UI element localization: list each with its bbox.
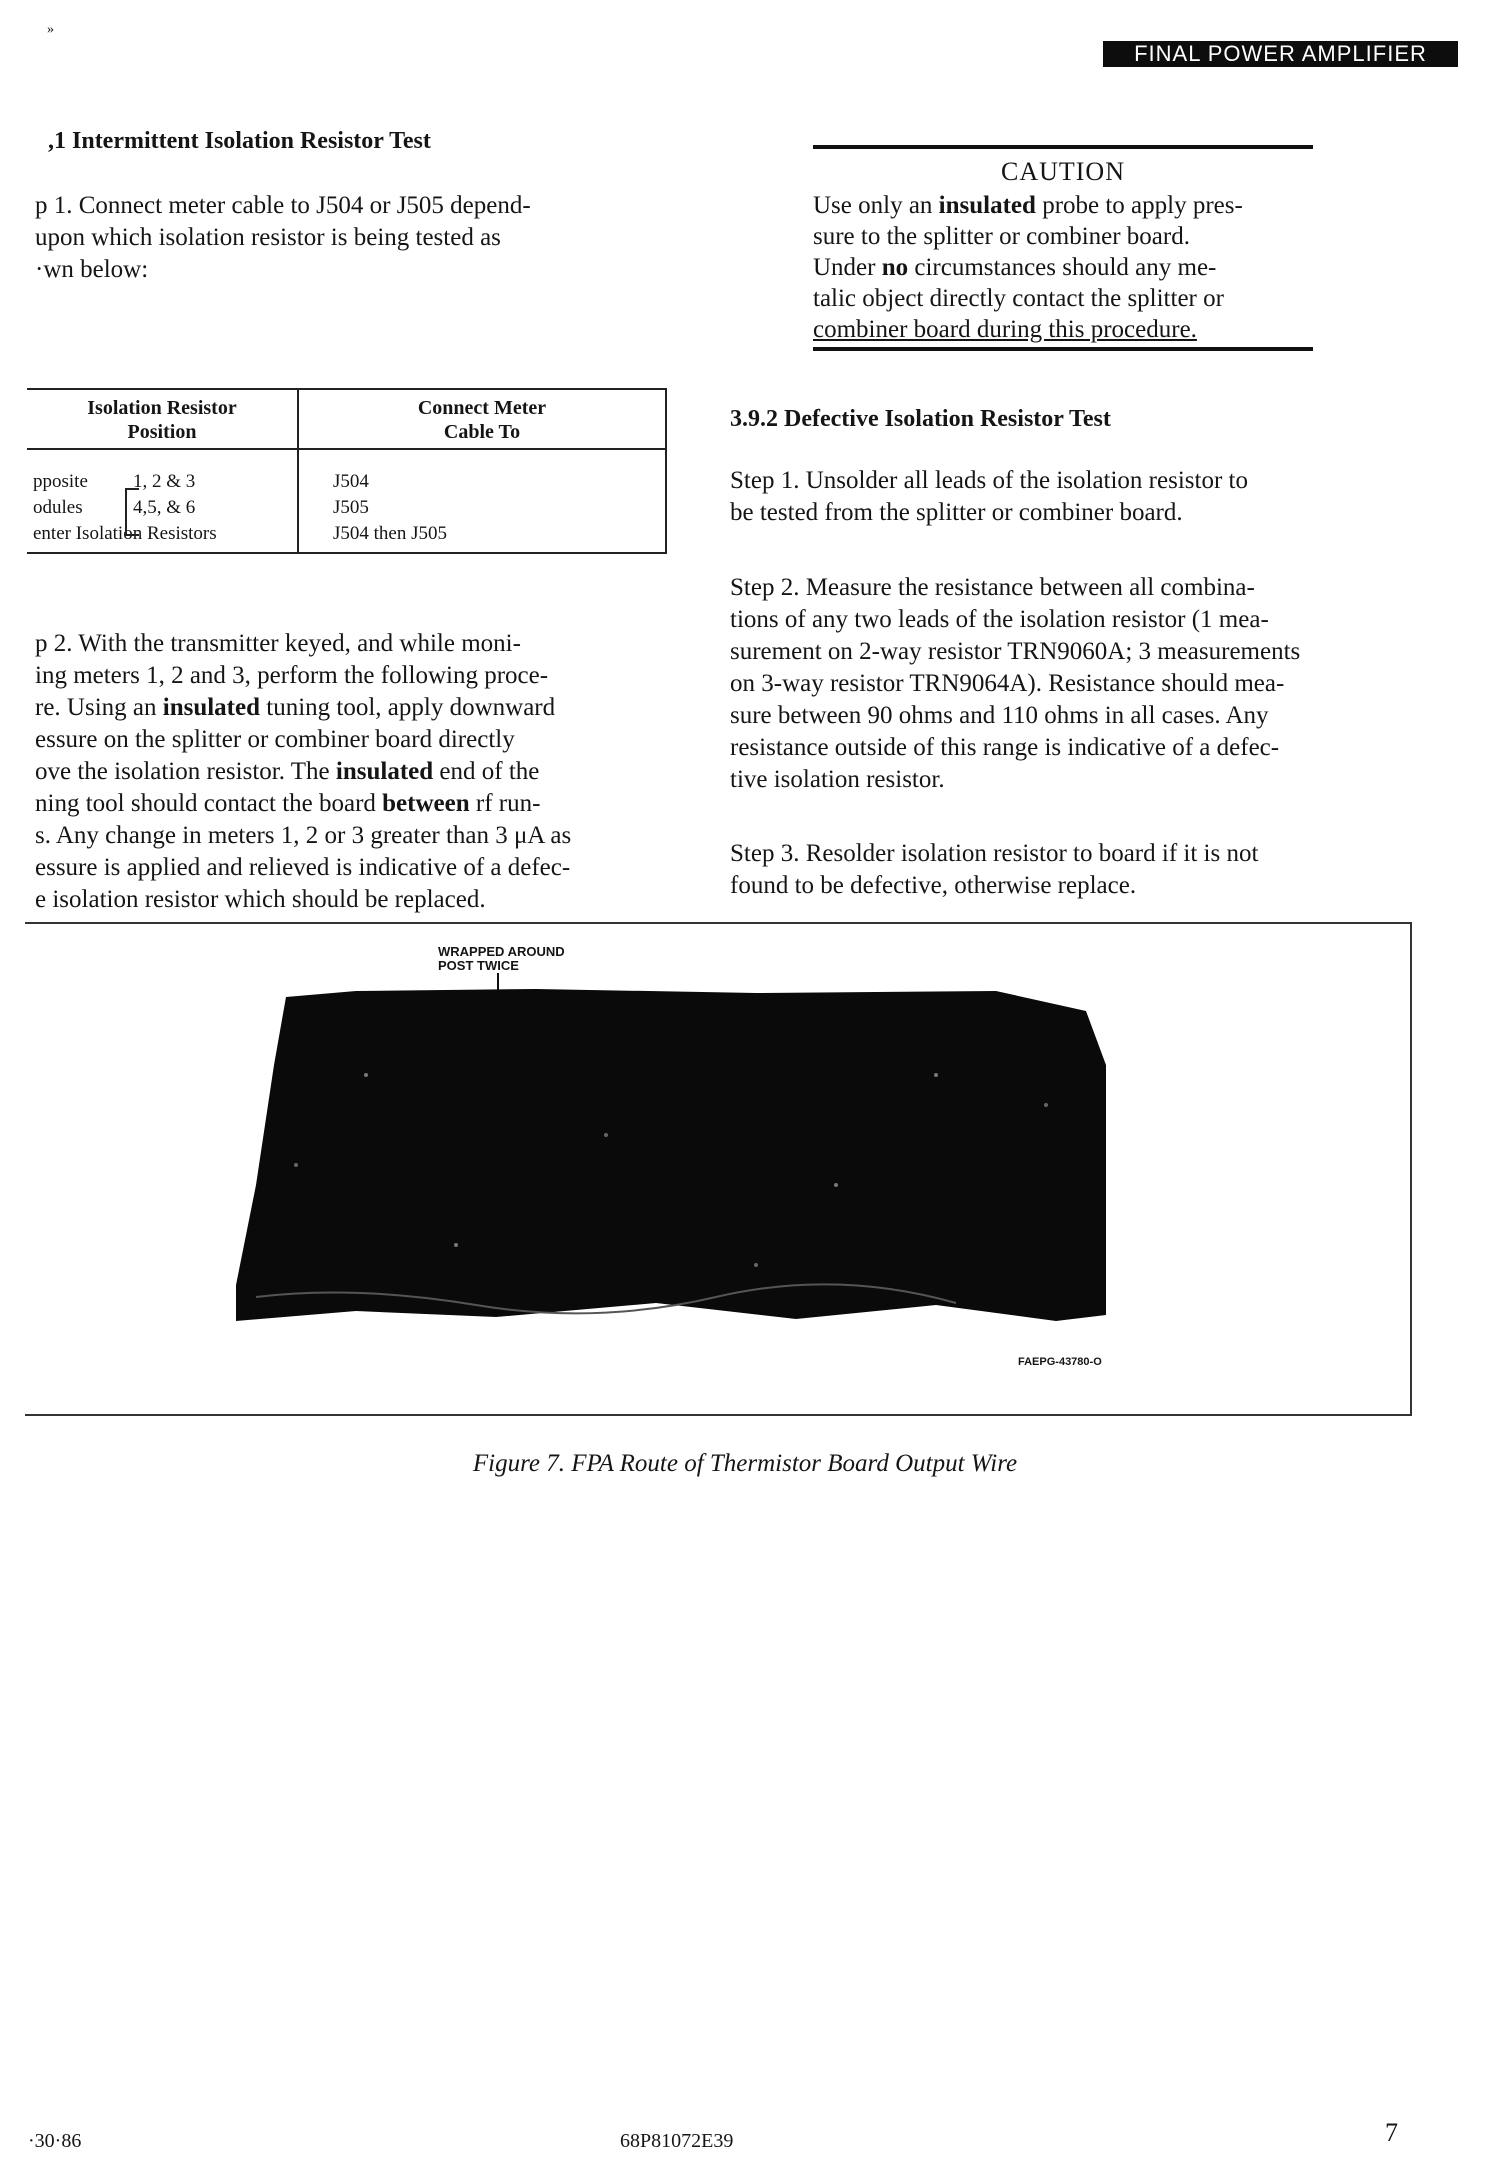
left-step1-line: ·wn below: [35, 256, 149, 283]
left-step1-line: upon which isolation resistor is being tested as [35, 224, 501, 251]
left-step2-line: p 2. With the transmitter keyed, and while moni- [35, 630, 521, 657]
footer-date: ·30·86 [28, 2130, 82, 2152]
table-cell-cable: J505 [298, 495, 666, 521]
table-cell-position: pposite 1, 2 & 3 [33, 471, 196, 492]
footer-doc-number: 68P81072E39 [620, 2130, 734, 2152]
table-cell-cable: J504 then J505 [298, 521, 666, 553]
right-step2-line: resistance outside of this range is indicative of a defec- [730, 734, 1280, 761]
right-step1-line: Step 1. Unsolder all leads of the isolation resistor to [730, 467, 1248, 494]
left-step2-line: ing meters 1, 2 and 3, perform the following proce- [35, 662, 549, 689]
figure-callout-line: POST TWICE [438, 958, 519, 973]
right-step2-line: on 3-way resistor TRN9064A). Resistance should mea- [730, 670, 1285, 697]
caution-body [813, 190, 1313, 345]
right-step2-line: tive isolation resistor. [730, 766, 945, 793]
figure-caption: Figure 7. FPA Route of Thermistor Board Output Wire [472, 1450, 1018, 1477]
table-row [27, 449, 666, 495]
right-step1-line: be tested from the splitter or combiner board. [730, 499, 1183, 526]
caution-line: sure to the splitter or combiner board. [813, 223, 1190, 250]
right-step3 [730, 838, 1410, 902]
table-header-position: Isolation Resistor Position [27, 389, 298, 449]
left-step2-line: s. Any change in meters 1, 2 or 3 greater than 3 μA as [35, 822, 572, 849]
left-step2 [35, 628, 675, 916]
figure-callout-line: WRAPPED AROUND [438, 944, 565, 959]
table-cell-cable: J504 [298, 449, 666, 495]
table-row [27, 495, 666, 521]
right-step3-line: found to be defective, otherwise replace. [730, 872, 1137, 899]
section-tag: FINAL POWER AMPLIFIER [1103, 41, 1458, 67]
left-step1-line: p 1. Connect meter cable to J504 or J505 depend- [35, 192, 531, 219]
caution-line: Use only an insulated probe to apply pres- [813, 192, 1243, 219]
left-step2-line: e isolation resistor which should be replaced. [35, 886, 486, 913]
caution-line: combiner board during this procedure. [813, 316, 1197, 343]
table-header-cable: Connect Meter Cable To [298, 389, 666, 449]
table-cell-position: enter Isolation Resistors [27, 521, 298, 553]
left-step2-line: ove the isolation resistor. The insulated end of the [35, 758, 540, 785]
section-heading-intermittent: ,1 Intermittent Isolation Resistor Test [48, 128, 431, 154]
right-step3-line: Step 3. Resolder isolation resistor to board if it is not [730, 840, 1259, 867]
right-step2-line: sure between 90 ohms and 110 ohms in all cases. Any [730, 702, 1269, 729]
caution-top-rule [813, 145, 1313, 149]
right-step2 [730, 572, 1410, 796]
left-step2-line: ning tool should contact the board between rf run- [35, 790, 541, 817]
left-step2-line: essure on the splitter or combiner board directly [35, 726, 515, 753]
left-step2-line: re. Using an insulated tuning tool, apply downward [35, 694, 556, 721]
left-step2-line: essure is applied and relieved is indicative of a defec- [35, 854, 571, 881]
left-step1 [35, 190, 675, 286]
section-heading-defective: 3.9.2 Defective Isolation Resistor Test [730, 406, 1111, 432]
figure-callout [438, 945, 565, 973]
right-step1 [730, 465, 1410, 529]
page-number: 7 [1385, 2118, 1398, 2147]
right-step2-line: tions of any two leads of the isolation resistor (1 mea- [730, 606, 1269, 633]
table-bracket [125, 488, 139, 536]
corner-mark: » [47, 22, 54, 37]
table-row [27, 521, 666, 553]
caution-bottom-rule [813, 347, 1313, 351]
right-step2-line: Step 2. Measure the resistance between all combina- [730, 574, 1255, 601]
caution-title: CAUTION [1001, 157, 1125, 186]
figure-id: FAEPG-43780-O [1018, 1356, 1102, 1368]
isolation-resistor-table [27, 388, 667, 554]
table-cell-position: odules 4,5, & 6 [33, 497, 196, 518]
thermistor-board-photo [236, 985, 1122, 1335]
caution-line: talic object directly contact the splitter or [813, 285, 1224, 312]
caution-line: Under no circumstances should any me- [813, 254, 1217, 281]
right-step2-line: surement on 2-way resistor TRN9060A; 3 measurements [730, 638, 1301, 665]
